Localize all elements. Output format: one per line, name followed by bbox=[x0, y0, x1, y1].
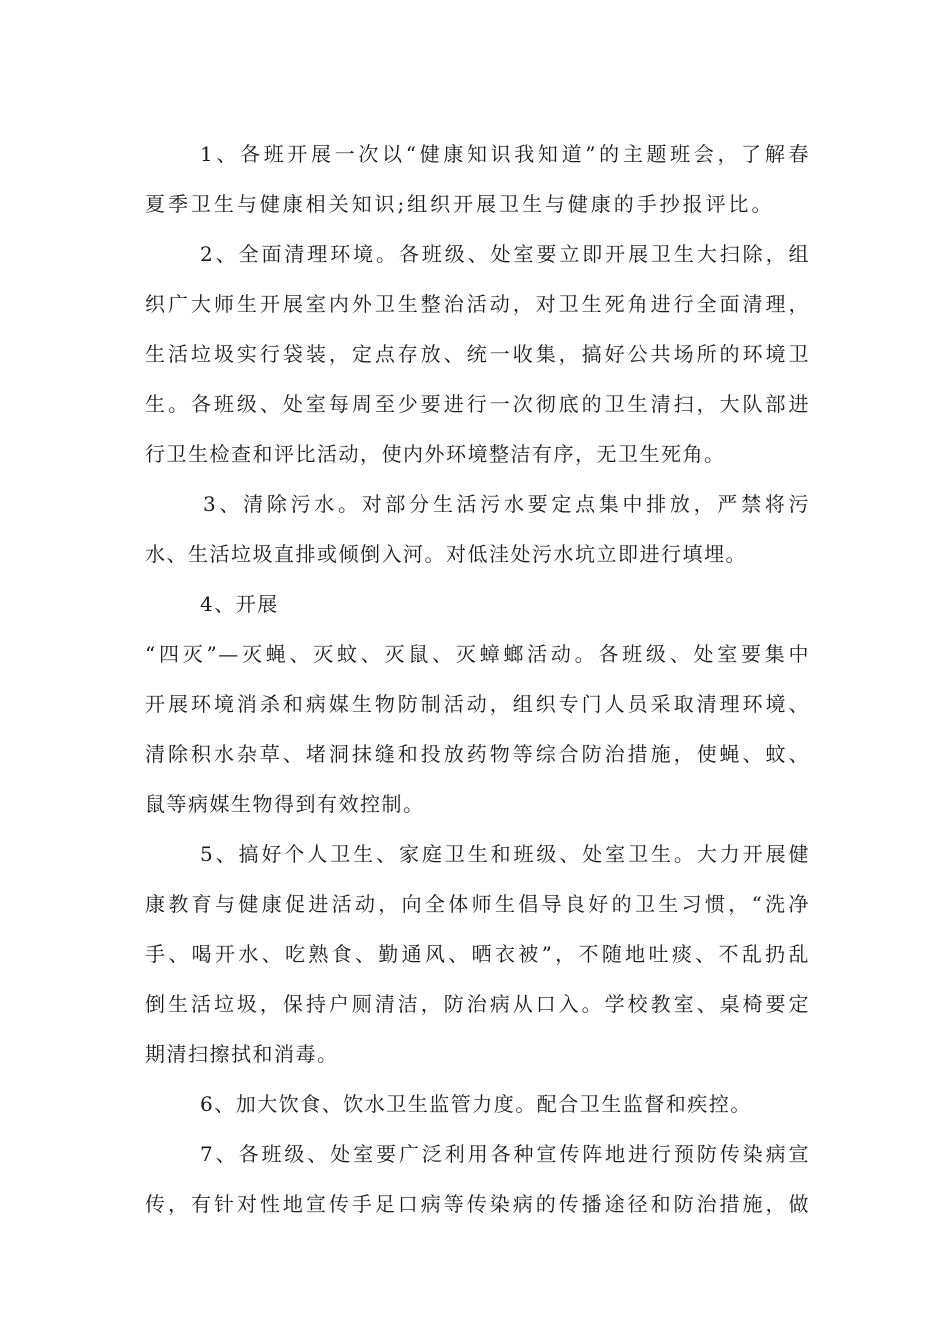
text-line: 2、全面清理环境。各班级、处室要立即开展卫生大扫除，组 bbox=[200, 242, 810, 266]
text-line: 鼠等病媒生物得到有效控制。 bbox=[145, 792, 425, 816]
text-line: 5、搞好个人卫生、家庭卫生和班级、处室卫生。大力开展健 bbox=[200, 842, 810, 866]
text-line: 传，有针对性地宣传手足口病等传染病的传播途径和防治措施，做 bbox=[145, 1192, 810, 1216]
text-line: “四灭”—灭蝇、灭蚊、灭鼠、灭蟑螂活动。各班级、处室要集中 bbox=[145, 642, 810, 666]
text-line: 7、各班级、处室要广泛利用各种宣传阵地进行预防传染病宣 bbox=[200, 1142, 810, 1166]
text-line: 6、加大饮食、饮水卫生监管力度。配合卫生监督和疾控。 bbox=[200, 1092, 752, 1116]
text-line: 织广大师生开展室内外卫生整治活动，对卫生死角进行全面清理， bbox=[145, 292, 810, 316]
text-line: 4、开展 bbox=[200, 592, 279, 616]
text-line: 水、生活垃圾直排或倾倒入河。对低洼处污水坑立即进行填埋。 bbox=[145, 542, 747, 566]
text-line: 1、各班开展一次以“健康知识我知道”的主题班会，了解春 bbox=[200, 142, 810, 166]
text-line: 3、清除污水。对部分生活污水要定点集中排放，严禁将污 bbox=[203, 492, 810, 516]
text-line: 行卫生检查和评比活动，使内外环境整洁有序，无卫生死角。 bbox=[145, 442, 726, 466]
text-line: 康教育与健康促进活动，向全体师生倡导良好的卫生习惯，“洗净 bbox=[145, 892, 810, 916]
text-line: 倒生活垃圾，保持户厕清洁，防治病从口入。学校教室、桌椅要定 bbox=[145, 992, 810, 1016]
text-line: 夏季卫生与健康相关知识;组织开展卫生与健康的手抄报评比。 bbox=[145, 192, 773, 216]
text-line: 生活垃圾实行袋装，定点存放、统一收集，搞好公共场所的环境卫 bbox=[145, 342, 810, 366]
text-line: 生。各班级、处室每周至少要进行一次彻底的卫生清扫，大队部进 bbox=[145, 392, 810, 416]
text-line: 手、喝开水、吃熟食、勤通风、晒衣被”，不随地吐痰、不乱扔乱 bbox=[145, 942, 810, 966]
text-line: 清除积水杂草、堵洞抹缝和投放药物等综合防治措施，使蝇、蚊、 bbox=[145, 742, 810, 766]
text-line: 开展环境消杀和病媒生物防制活动，组织专门人员采取清理环境、 bbox=[145, 692, 810, 716]
text-line: 期清扫擦拭和消毒。 bbox=[145, 1042, 339, 1066]
